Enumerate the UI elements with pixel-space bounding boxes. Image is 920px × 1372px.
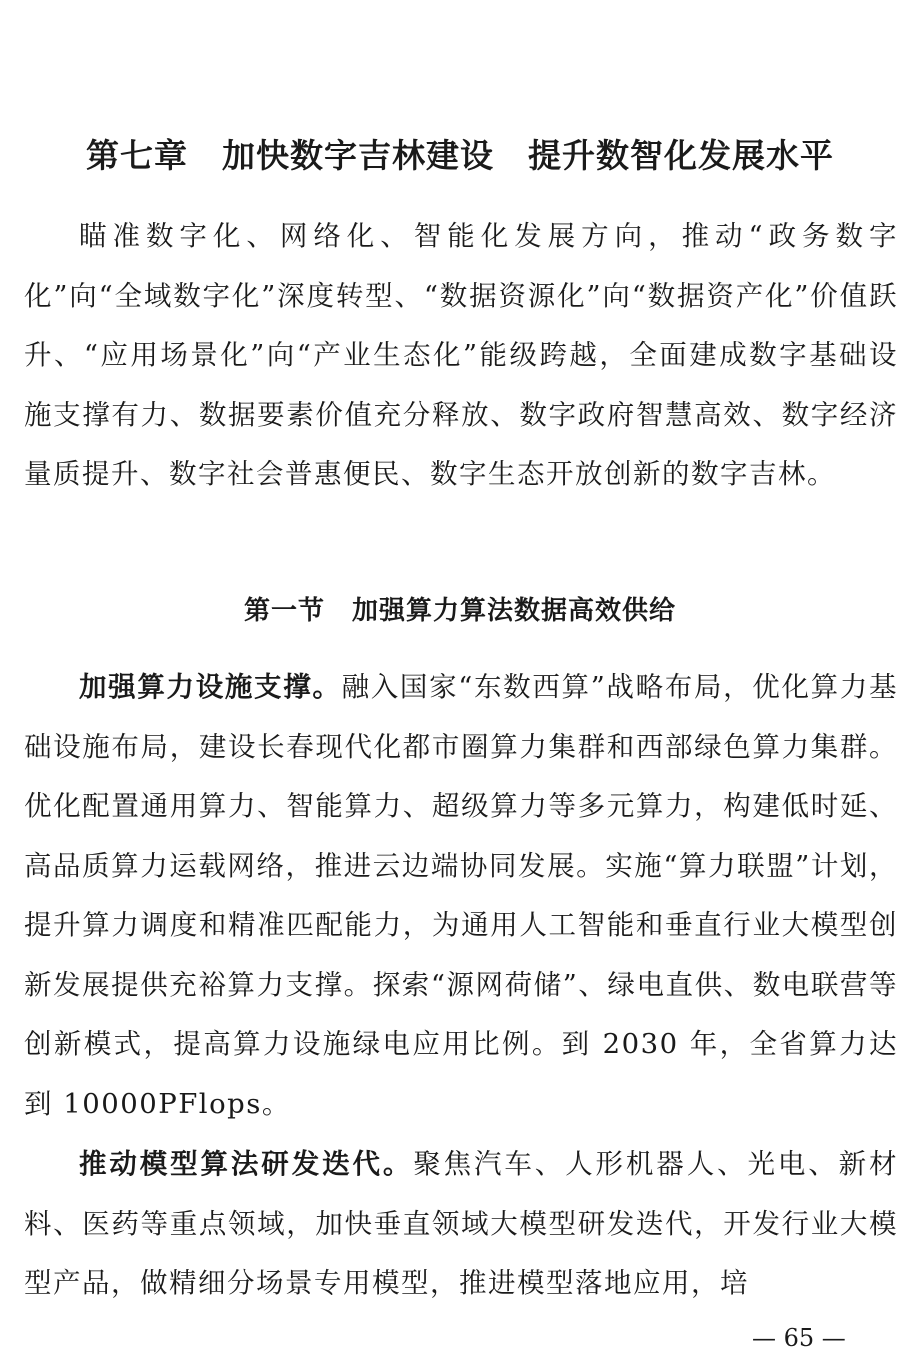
chapter-title: 第七章 加快数字吉林建设 提升数智化发展水平 xyxy=(86,136,834,175)
section-title: 第一节 加强算力算法数据高效供给 xyxy=(243,596,676,626)
paragraph-body: 聚焦汽车、人形机器人、光电、新材料、医药等重点领域，加快垂直领域大模型研发迭代，开发行业大模型产品，做精细分场景专用模型，推进模型落地应用，培 xyxy=(24,1148,899,1299)
paragraph-body: 融入国家“东数西算”战略布局，优化算力基础设施布局，建设长春现代化都市圈算力集群和西部绿色算力集群。优化配置通用算力、智能算力、超级算力等多元算力，构建低时延、高品质算力运载网络，推进云边端协同发展。实施“算力联盟”计划，提升算力调度和精准匹配能力，为通用人工智能和垂直行业大模型创新发展提供充裕算力支撑。探索“源网荷储”、绿电直供、数电联营等创新模式，提高算力设施绿电应用比例。到 2030 年，全省算力达到 10000PFlops。 xyxy=(24,671,899,1120)
paragraph-computing-power xyxy=(24,658,898,1134)
paragraph-lead: 推动模型算法研发迭代。 xyxy=(79,1148,414,1180)
paragraph-model-algorithms xyxy=(24,1135,898,1314)
paragraph-lead: 加强算力设施支撑。 xyxy=(79,671,342,703)
page-number: — 65 — xyxy=(752,1324,846,1352)
intro-paragraph: 瞄准数字化、网络化、智能化发展方向，推动“政务数字化”向“全域数字化”深度转型、“数据资源化”向“数据资产化”价值跃升、“应用场景化”向“产业生态化”能级跨越，全面建成数字基础设施支撑有力、数据要素价值充分释放、数字政府智慧高效、数字经济量质提升、数字社会普惠便民、数字生态开放创新的数字吉林。 xyxy=(24,220,898,490)
